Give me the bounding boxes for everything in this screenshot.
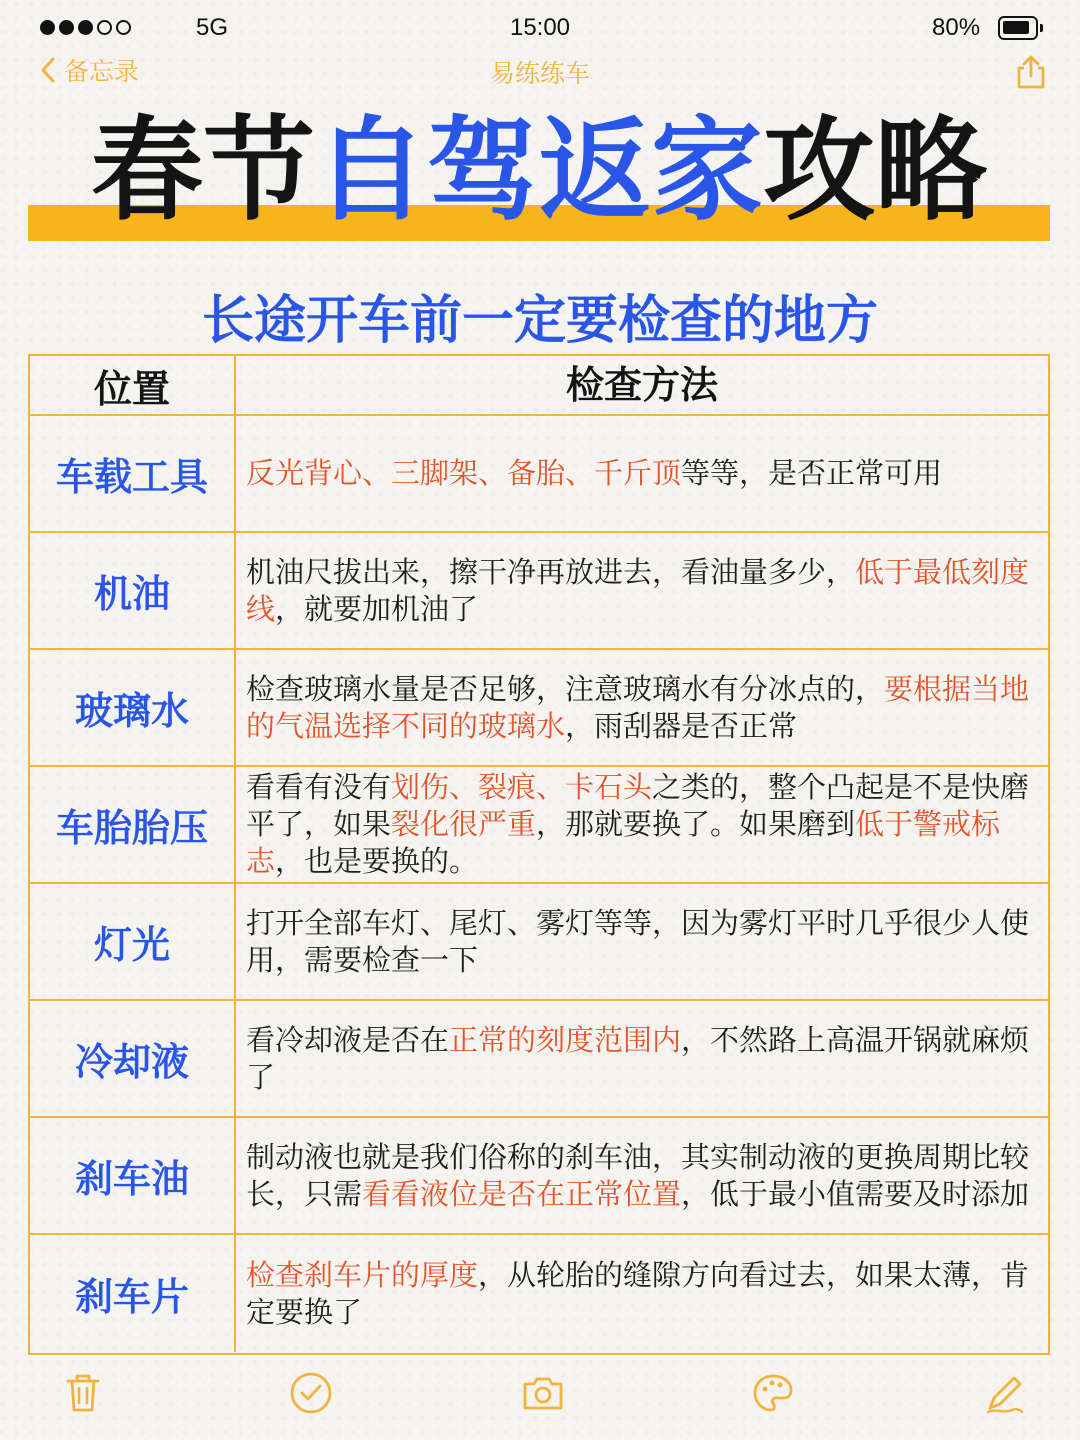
method-text: ，雨刮器是否正常 xyxy=(565,708,798,743)
highlight-text: 低于最低刻度线 xyxy=(246,554,1030,626)
method-text: 检查玻璃水量是否足够，注意玻璃水有分冰点的， xyxy=(246,671,885,706)
highlight-text: 裂化很严重 xyxy=(391,807,537,841)
carrier-label: 5G xyxy=(196,14,229,41)
method-text: ，就要加机油了 xyxy=(275,591,479,626)
method-text: 机油尺拔出来，擦干净再放进去，看油量多少， xyxy=(246,554,856,589)
row-method xyxy=(236,650,1048,765)
row-method xyxy=(236,1235,1048,1352)
battery-icon xyxy=(998,16,1038,40)
status-bar xyxy=(0,0,1080,56)
headline-part-3: 攻略 xyxy=(763,106,987,236)
subtitle: 长途开车前一定要检查的地方 xyxy=(201,291,878,351)
row-method xyxy=(236,1118,1048,1233)
highlight-text: 要根据当地的气温选择不同的玻璃水 xyxy=(246,671,1030,743)
row-method xyxy=(236,884,1048,999)
table-row xyxy=(30,1118,1048,1235)
bottom-toolbar xyxy=(0,1370,1080,1430)
method-text: 等等，是否正常可用 xyxy=(681,456,943,490)
trash-icon[interactable] xyxy=(60,1370,106,1416)
row-position: 刹车油 xyxy=(30,1118,236,1233)
checklist-icon[interactable] xyxy=(288,1370,334,1416)
method-text: 打开全部车灯、尾灯、雾灯等等，因为雾灯平时几乎很少人使用，需要检查一下 xyxy=(246,905,1030,977)
row-position: 玻璃水 xyxy=(30,650,236,765)
note-title: 易练练车 xyxy=(489,59,590,88)
highlight-text: 反光背心、三脚架、备胎、千斤顶 xyxy=(246,456,682,490)
method-text: 制动液也就是我们俗称的刹车油，其实制动液的更换周期比较长，只需 xyxy=(246,1139,1030,1211)
header-position: 位置 xyxy=(30,356,236,414)
compose-icon[interactable] xyxy=(982,1370,1028,1416)
row-position: 灯光 xyxy=(30,884,236,999)
back-label: 备忘录 xyxy=(64,57,140,86)
header-method: 检查方法 xyxy=(565,362,718,407)
palette-icon[interactable] xyxy=(750,1370,796,1416)
table-row xyxy=(30,1235,1048,1352)
row-position: 车载工具 xyxy=(30,416,236,531)
headline-part-1: 春节 xyxy=(91,106,315,236)
highlight-text: 低于警戒标志 xyxy=(246,807,1001,878)
nav-bar xyxy=(0,52,1080,92)
method-text: ，从轮胎的缝隙方向看过去，如果太薄，肯定要换了 xyxy=(246,1257,1030,1329)
highlight-text: 看看液位是否在正常位置 xyxy=(362,1176,682,1211)
row-method xyxy=(236,416,1048,531)
highlight-text: 划伤、裂痕、卡石头 xyxy=(391,770,653,804)
row-method xyxy=(236,767,1048,882)
method-text: ，那就要换了。如果磨到 xyxy=(536,807,856,841)
camera-icon[interactable] xyxy=(520,1370,566,1416)
headline xyxy=(28,106,1050,236)
table-row xyxy=(30,1001,1048,1118)
headline-part-2: 自驾返家 xyxy=(315,106,763,236)
share-icon[interactable] xyxy=(1014,54,1048,90)
row-method xyxy=(236,533,1048,648)
method-text: 之类的，整个凸起是不是快磨平了，如果 xyxy=(246,770,1030,841)
table-row xyxy=(30,533,1048,650)
battery-percent: 80% xyxy=(932,14,981,41)
method-text: ，不然路上高温开锅就麻烦了 xyxy=(246,1022,1030,1094)
table-header-row xyxy=(30,356,1048,416)
table-row xyxy=(30,884,1048,1001)
table-row xyxy=(30,767,1048,884)
row-method xyxy=(236,1001,1048,1116)
row-position: 冷却液 xyxy=(30,1001,236,1116)
status-time: 15:00 xyxy=(509,14,571,41)
method-text: 看冷却液是否在 xyxy=(246,1022,450,1057)
method-text: ，也是要换的。 xyxy=(275,844,479,878)
row-position: 刹车片 xyxy=(30,1235,236,1352)
row-position: 机油 xyxy=(30,533,236,648)
table-row xyxy=(30,650,1048,767)
highlight-text: 正常的刻度范围内 xyxy=(449,1022,682,1057)
method-text: 看看有没有 xyxy=(246,770,392,804)
highlight-text: 检查刹车片的厚度 xyxy=(246,1257,479,1292)
row-position: 车胎胎压 xyxy=(30,767,236,882)
table-row xyxy=(30,416,1048,533)
method-text: ，低于最小值需要及时添加 xyxy=(681,1176,1030,1211)
checklist-table xyxy=(28,354,1050,1355)
